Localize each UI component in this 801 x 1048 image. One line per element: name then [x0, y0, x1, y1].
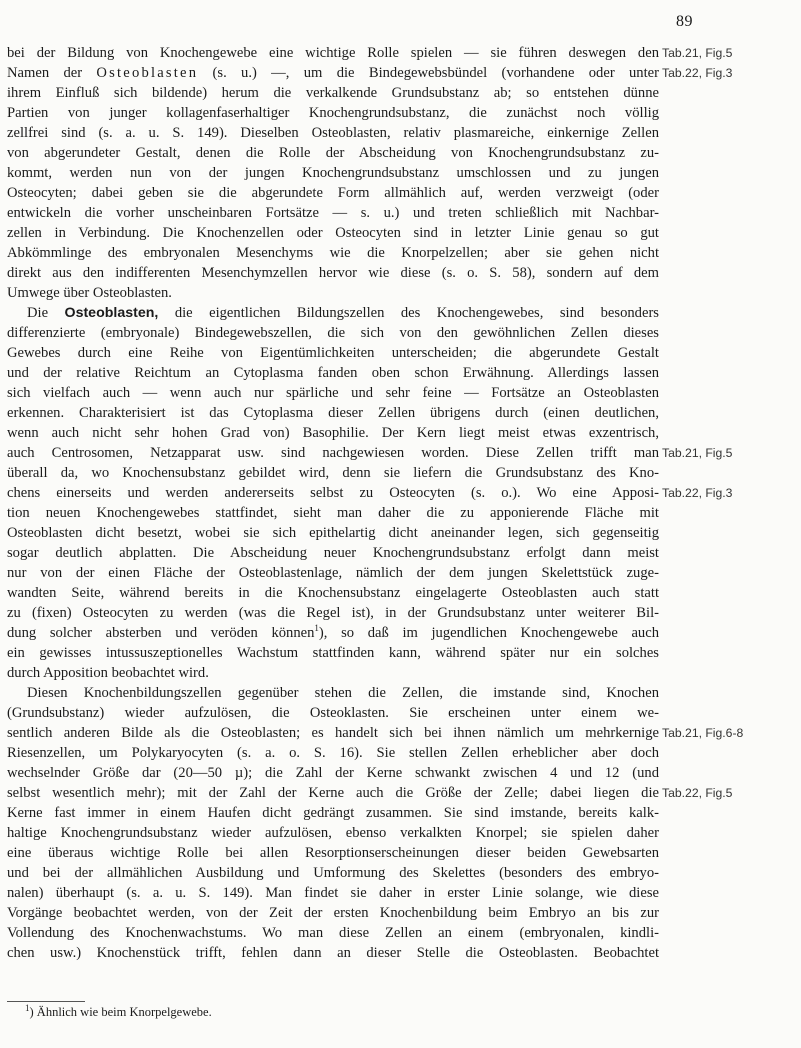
line-text: Riesenzellen, um Polykaryocyten (s. a. o. S. 16). Sie stellen Zellen erheblicher aber doch	[7, 745, 659, 761]
line-text: ), so daß im jugendlichen Knochengewebe auch	[318, 625, 659, 641]
line-text: haltige Knochengrundsubstanz wieder aufzulösen, ebenso verkalkten Knorpel; sie spielen daher	[7, 825, 659, 841]
text-line	[7, 183, 659, 203]
text-line	[7, 363, 659, 383]
line-text: Namen der	[7, 65, 97, 81]
line-text: von abgerundeter Gestalt, denen die Rolle der Abscheidung von Knochengrundsubstanz zu-	[7, 145, 659, 161]
footnote	[25, 1002, 212, 1020]
text-line	[7, 603, 659, 623]
line-text: (s. u.) —, um die Bindegewebsbündel (vorhandene oder unter	[198, 65, 659, 81]
line-text: ihrem Einfluß sich bildende) herum die verkalkende Grundsubstanz ab; so entstehen dünne	[7, 85, 659, 101]
line-text: zellfrei sind (s. a. u. S. 149). Dieselben Osteoblasten, relativ plasmareiche, einkernige Zellen	[7, 125, 659, 141]
text-line	[7, 643, 659, 663]
text-line	[7, 563, 659, 583]
line-text: tion neuen Knochengewebes stattfindet, sieht man daher die zu apponierende Fläche mit	[7, 505, 659, 521]
term-spaced: Osteoblasten	[96, 65, 199, 81]
line-text: (Grundsubstanz) wieder aufzulösen, die Osteoklasten. Sie erscheinen unter einem we-	[7, 705, 659, 721]
line-text: sogar deutlich abplatten. Die Abscheidung neuer Knochengrundsubstanz erfolgt dann meist	[7, 545, 659, 561]
line-text: eine überaus wichtige Rolle bei allen Resorptionserscheinungen dieser beiden Gewebsarten	[7, 845, 659, 861]
line-text: bei der Bildung von Knochengewebe eine wichtige Rolle spielen — sie führen deswegen den	[7, 45, 659, 61]
text-line	[7, 823, 659, 843]
text-line	[7, 443, 659, 463]
line-text: Diesen Knochenbildungszellen gegenüber stehen die Zellen, die imstande sind, Knochen	[27, 685, 659, 701]
text-line	[7, 523, 659, 543]
text-line	[7, 663, 659, 683]
text-line	[7, 323, 659, 343]
text-line	[7, 863, 659, 883]
line-text: differenzierte (embryonale) Bindegewebszellen, die sich von den gewöhnlichen Zellen dieses	[7, 325, 659, 341]
margin-reference: Tab.21, Fig.5	[662, 46, 733, 60]
text-line	[7, 63, 659, 83]
text-line	[7, 283, 659, 303]
text-line	[7, 223, 659, 243]
line-text: Osteocyten; dabei geben sie die abgerundete Form allmählich auf, werden verzweigt (oder	[7, 185, 659, 201]
text-line	[7, 943, 659, 963]
footnote-rule	[7, 1001, 85, 1002]
text-line	[7, 383, 659, 403]
text-line	[7, 843, 659, 863]
line-text: Vollendung des Knochenwachstums. Wo man diese Zellen an einem (embryonalen, kindli-	[7, 925, 659, 941]
text-line	[7, 623, 659, 643]
line-text: zu (fixen) Osteocyten zu werden (was die Regel ist), in der Grundsubstanz unter weiterer Bil-	[7, 605, 659, 621]
margin-reference: Tab.21, Fig.6-8	[662, 726, 744, 740]
line-text: sentlich anderen Bilde als die Osteoblasten; es handelt sich bei ihnen nämlich um mehrkernige	[7, 725, 659, 741]
line-text: nalen) überhaupt (s. a. u. S. 149). Man findet sie daher in erster Linie solange, wie diese	[7, 885, 659, 901]
text-line	[7, 683, 659, 703]
text-line	[7, 583, 659, 603]
body-text	[7, 43, 659, 963]
text-line	[7, 723, 659, 743]
line-text: direkt aus den indifferenten Mesenchymzellen hervor wie diese (s. o. S. 58), sondern auf dem	[7, 265, 659, 281]
line-text: Osteoblasten dicht besetzt, wobei sie sich epithelartig dicht aneinander legen, sich gegenseitig	[7, 525, 659, 541]
margin-reference: Tab.22, Fig.3	[662, 486, 733, 500]
text-line	[7, 163, 659, 183]
footnote-marker: 1	[25, 1002, 30, 1013]
text-line	[7, 463, 659, 483]
line-text: die eigentlichen Bildungszellen des Knochengewebes, sind besonders	[158, 305, 659, 321]
text-line	[7, 543, 659, 563]
line-text: kommt, werden nun von der jungen Knochengrundsubstanz umschlossen und zu jungen	[7, 165, 659, 181]
line-text: auch Centrosomen, Netzapparat usw. sind nachgewiesen worden. Diese Zellen trifft man	[7, 445, 659, 461]
page-number: 89	[676, 13, 693, 30]
line-text: erkennen. Charakterisiert ist das Cytoplasma dieser Zellen übrigens durch (einen deutlichen,	[7, 405, 659, 421]
footnote-text: ) Ähnlich wie beim Knorpelgewebe.	[29, 1005, 212, 1019]
line-text: und der relative Reichtum an Cytoplasma fanden oben schon Erwähnung. Allerdings lassen	[7, 365, 659, 381]
margin-reference: Tab.21, Fig.5	[662, 446, 733, 460]
text-line	[7, 83, 659, 103]
text-line	[7, 203, 659, 223]
text-line	[7, 903, 659, 923]
text-line	[7, 763, 659, 783]
line-text: dung solcher absterben und veröden können	[7, 625, 315, 641]
margin-reference: Tab.22, Fig.5	[662, 786, 733, 800]
line-text: chen usw.) Knochenstück trifft, fehlen dann an dieser Stelle die Osteoblasten. Beobachtet	[7, 945, 659, 961]
line-text: Partien von junger kollagenfaserhaltiger Knochengrundsubstanz, die zunächst noch völlig	[7, 105, 659, 121]
line-text: selbst wesentlich mehr); mit der Zahl der Kerne auch die Größe der Zelle; dabei liegen die	[7, 785, 659, 801]
text-line	[7, 123, 659, 143]
line-text: entwickeln die vorher unscheinbaren Fortsätze — s. u.) und treten schließlich mit Nachbar-	[7, 205, 659, 221]
footnote-ref: 1	[314, 623, 319, 634]
text-line	[7, 43, 659, 63]
line-text: wechselnder Größe dar (20—50 µ); die Zahl der Kerne schwankt zwischen 4 und 12 (und	[7, 765, 659, 781]
line-text: ein gewisses intussuszeptionelles Wachstum stattfinden kann, während später nur ein solches	[7, 645, 659, 661]
text-line	[7, 143, 659, 163]
line-text: chens einerseits und werden andererseits selbst zu Osteocyten (s. o.). Wo eine Apposi-	[7, 485, 659, 501]
text-line	[7, 303, 659, 323]
line-text: Kerne fast immer in einem Haufen dicht gedrängt zusammen. Sie sind imstande, bereits kalk-	[7, 805, 659, 821]
line-text: nur von der einen Fläche der Osteoblastenlage, nämlich der dem jungen Skelettstück zuge-	[7, 565, 659, 581]
text-line	[7, 923, 659, 943]
line-text: Vorgänge beobachtet werden, von der Zeit der ersten Knochenbildung beim Embryo an bis zur	[7, 905, 659, 921]
line-text: Die	[27, 305, 65, 321]
line-text: und bei der allmählichen Ausbildung und Umformung des Skelettes (besonders des embryo-	[7, 865, 659, 881]
text-line	[7, 883, 659, 903]
text-line	[7, 403, 659, 423]
text-line	[7, 103, 659, 123]
line-text: zellen in Verbindung. Die Knochenzellen oder Osteocyten sind in letzter Linie genau so gut	[7, 225, 659, 241]
text-line	[7, 743, 659, 763]
line-text: Umwege über Osteoblasten.	[7, 285, 172, 301]
text-line	[7, 483, 659, 503]
text-line	[7, 803, 659, 823]
line-text: Gewebes durch eine Reihe von Eigentümlichkeiten unterscheiden; die abgerundete Gestalt	[7, 345, 659, 361]
line-text: Abkömmlinge des embryonalen Mesenchyms wie die Knorpelzellen; aber sie gehen nicht	[7, 245, 659, 261]
text-line	[7, 503, 659, 523]
text-line	[7, 343, 659, 363]
line-text: wandten Seite, während bereits in die Knochensubstanz eingelagerte Osteoblasten auch statt	[7, 585, 659, 601]
line-text: überall da, wo Knochensubstanz gebildet wird, denn sie liefern die Grundsubstanz des Kno-	[7, 465, 659, 481]
text-line	[7, 423, 659, 443]
text-line	[7, 703, 659, 723]
text-line	[7, 783, 659, 803]
line-text: durch Apposition beobachtet wird.	[7, 665, 209, 681]
line-text: sich vielfach auch — wenn auch nur spärliche und sehr feine — Fortsätze an Osteoblasten	[7, 385, 659, 401]
text-line	[7, 243, 659, 263]
margin-reference: Tab.22, Fig.3	[662, 66, 733, 80]
term-bold: Osteoblasten,	[64, 305, 159, 321]
line-text: wenn auch nicht sehr hohen Grad von) Basophilie. Der Kern liegt meist etwas exzentrisch,	[7, 425, 659, 441]
text-line	[7, 263, 659, 283]
